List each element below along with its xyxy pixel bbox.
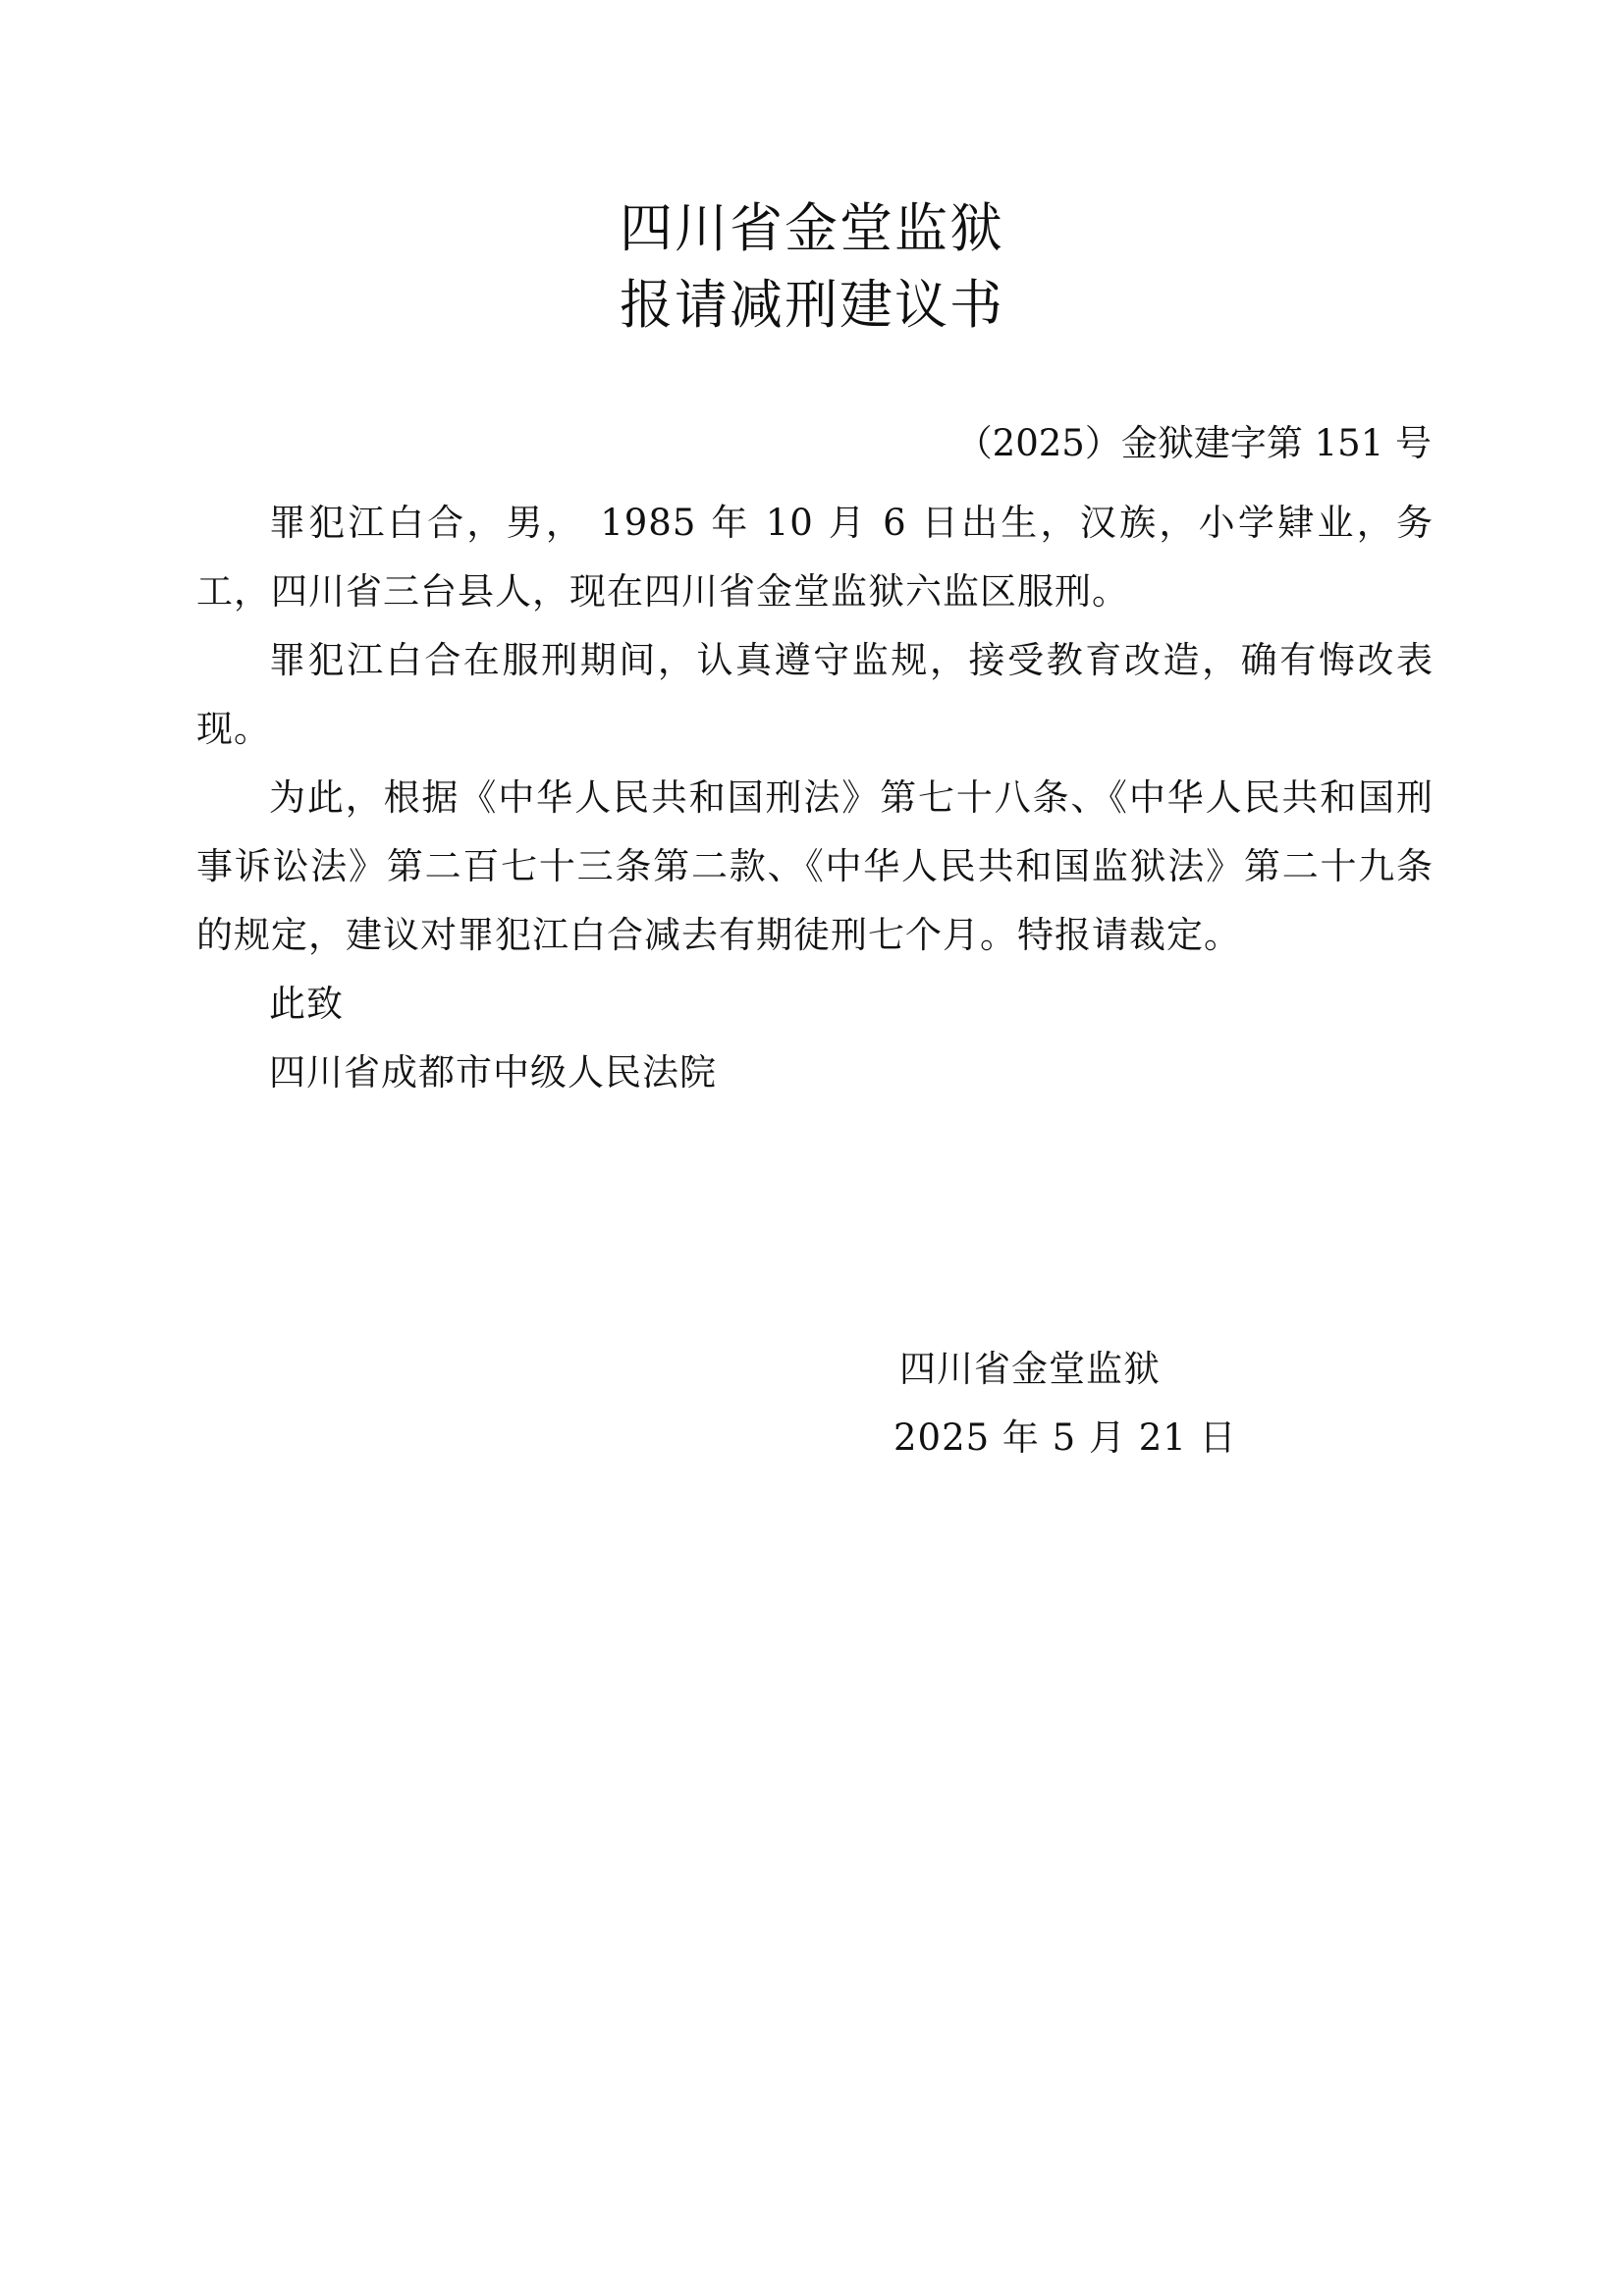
- paragraph-inmate-info: 罪犯江白合，男， 1985 年 10 月 6 日出生，汉族，小学肄业，务工，四川省三台县人，现在四川省金堂监狱六监区服刑。: [196, 502, 1434, 613]
- signature-organization: 四川省金堂监狱: [899, 1348, 1161, 1390]
- document-number: （2025）金狱建字第 151 号: [955, 422, 1432, 464]
- signature-date: 2025 年 5 月 21 日: [893, 1416, 1237, 1459]
- document-body: [196, 489, 1434, 1107]
- document-title-line-2: 报请减刑建议书: [620, 274, 1004, 336]
- salutation: 此致: [269, 983, 344, 1025]
- paragraph-recommendation: 为此，根据《中华人民共和国刑法》第七十八条、《中华人民共和国刑事诉讼法》第二百七十三条第二款、《中华人民共和国监狱法》第二十九条的规定，建议对罪犯江白合减去有期徒刑七个月。特报请裁定。: [196, 776, 1434, 956]
- document-title-line-1: 四川省金堂监狱: [620, 197, 1004, 259]
- paragraph-conduct: 罪犯江白合在服刑期间，认真遵守监规，接受教育改造，确有悔改表现。: [196, 639, 1434, 750]
- addressee: 四川省成都市中级人民法院: [269, 1051, 717, 1094]
- signature-block: [893, 1335, 1237, 1472]
